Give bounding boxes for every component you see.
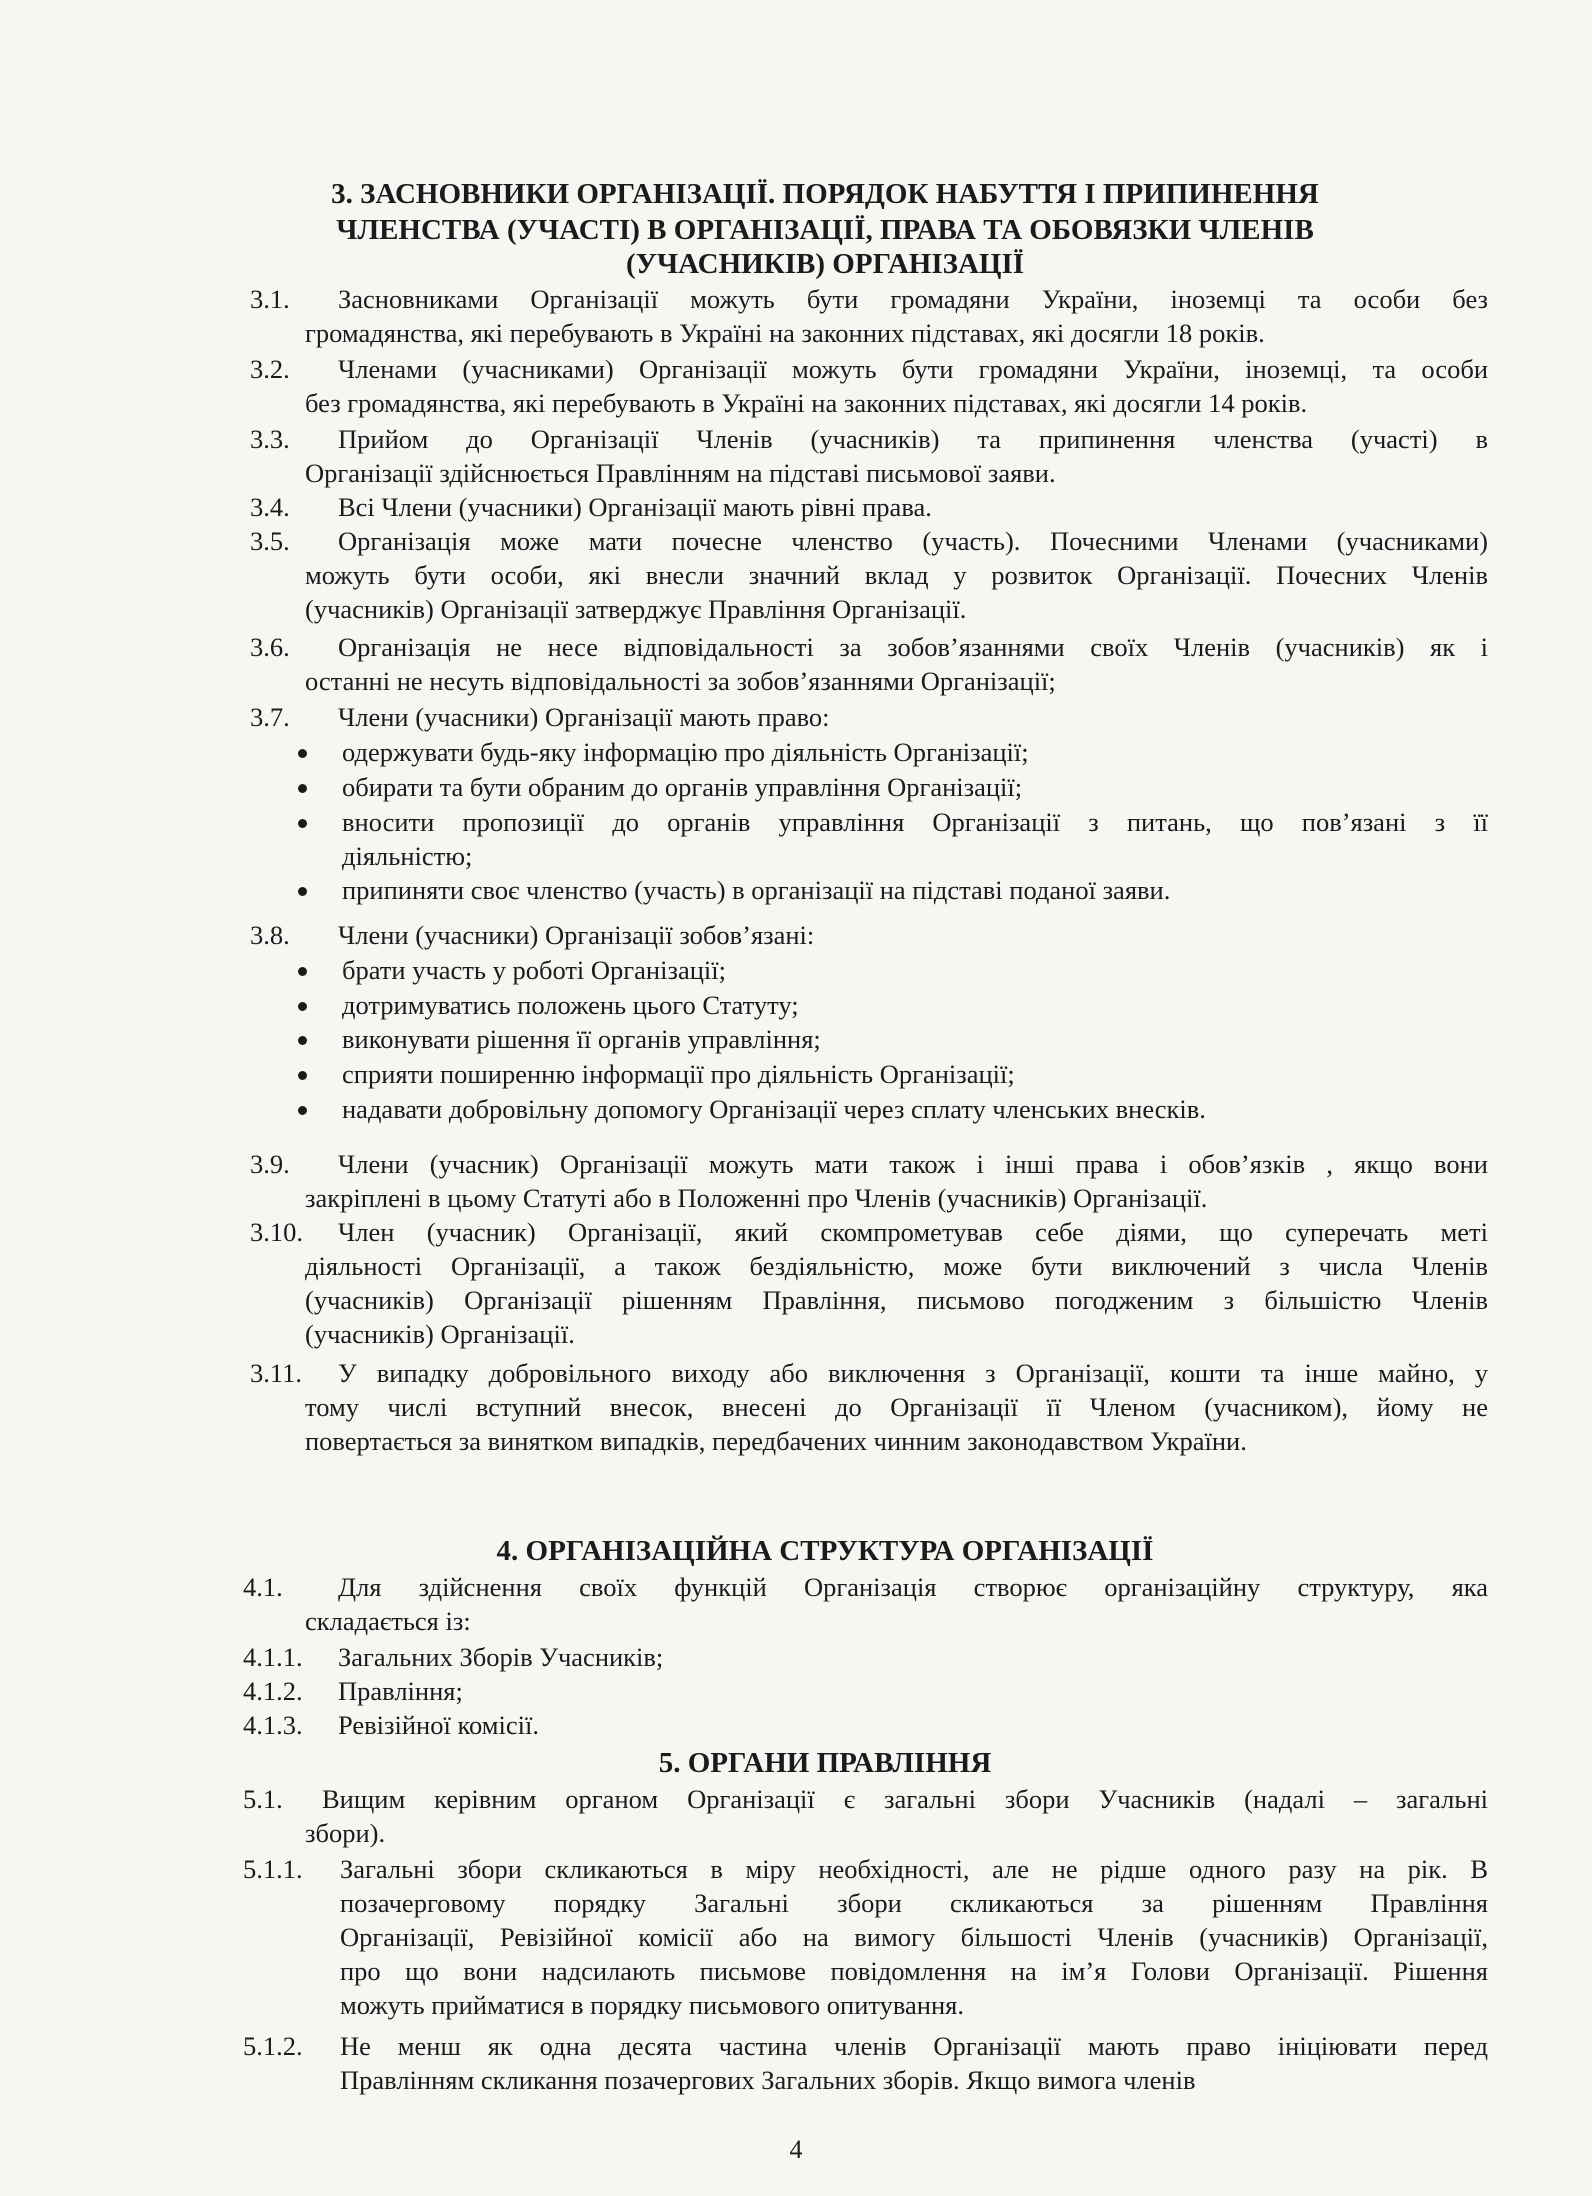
- clause-text-line: громадянства, які перебувають в Україні на законних підставах, які досягли 18 років.: [305, 318, 1265, 348]
- clause-number: 3.3.: [250, 424, 290, 454]
- clause-text-line: Організації здійснюється Правлінням на підставі письмової заяви.: [305, 458, 1056, 488]
- clause-number: 5.1.: [243, 1784, 283, 1814]
- bullet-text-line: надавати добровільну допомогу Організації через сплату членських внесків.: [342, 1094, 1206, 1124]
- clause-text-line: позачерговому порядку Загальні збори скликаються за рішенням Правління: [340, 1888, 1488, 1918]
- clause-text-line: повертається за винятком випадків, передбачених чинним законодавством України.: [305, 1426, 1247, 1456]
- section-heading: 4. ОРГАНІЗАЦІЙНА СТРУКТУРА ОРГАНІЗАЦІЇ: [496, 1535, 1154, 1567]
- clause-text-line: можуть бути особи, які внесли значний вклад у розвиток Організації. Почесних Членів: [305, 560, 1488, 590]
- section-heading: 3. ЗАСНОВНИКИ ОРГАНІЗАЦІЇ. ПОРЯДОК НАБУТТЯ І ПРИПИНЕННЯ: [331, 178, 1319, 210]
- clause-text-line: збори).: [305, 1818, 386, 1848]
- clause-number: 5.1.2.: [243, 2031, 303, 2061]
- section-heading: 5. ОРГАНИ ПРАВЛІННЯ: [658, 1747, 992, 1779]
- bullet-text-line: діяльністю;: [342, 841, 473, 871]
- clause-text-line: про що вони надсилають письмове повідомлення на ім’я Голови Організації. Рішення: [340, 1956, 1488, 1986]
- clause-text-line: можуть прийматися в порядку письмового опитування.: [340, 1990, 964, 2020]
- bullet-dot: [298, 819, 307, 828]
- clause-text-line: Засновниками Організації можуть бути громадяни України, іноземці та особи без: [338, 284, 1488, 314]
- bullet-text-line: обирати та бути обраним до органів управління Організації;: [342, 772, 1023, 802]
- clause-text-line: Всі Члени (учасники) Організації мають рівні права.: [338, 492, 932, 522]
- section-heading: (УЧАСНИКІВ) ОРГАНІЗАЦІЇ: [625, 248, 1025, 280]
- clause-text-line: (учасників) Організації.: [305, 1319, 575, 1349]
- bullet-text-line: сприяти поширенню інформації про діяльність Організації;: [342, 1059, 1015, 1089]
- clause-text-line: (учасників) Організації затверджує Правління Організації.: [305, 594, 967, 624]
- bullet-text-line: одержувати будь-яку інформацію про діяльність Організації;: [342, 737, 1029, 767]
- clause-text-line: закріплені в цьому Статуті або в Положенні про Членів (учасників) Організації.: [305, 1183, 1208, 1213]
- clause-text-line: (учасників) Організації рішенням Правління, письмово погодженим з більшістю Членів: [305, 1285, 1488, 1315]
- clause-number: 3.5.: [250, 526, 290, 556]
- clause-text-line: Членами (учасниками) Організації можуть бути громадяни України, іноземці, та особи: [338, 354, 1488, 384]
- clause-number: 3.7.: [250, 702, 290, 732]
- clause-number: 4.1.3.: [243, 1710, 303, 1740]
- clause-text-line: тому числі вступний внесок, внесені до Організації її Членом (учасником), йому не: [305, 1392, 1488, 1422]
- bullet-dot: [298, 1036, 307, 1045]
- clause-text-line: Члени (учасник) Організації можуть мати також і інші права і обов’язків , якщо вони: [338, 1149, 1488, 1179]
- clause-text-line: Загальних Зборів Учасників;: [338, 1642, 664, 1672]
- clause-text-line: Члени (учасники) Організації зобов’язані:: [338, 920, 815, 950]
- page-number: 4: [789, 2135, 803, 2164]
- clause-text-line: діяльності Організації, а також бездіяльністю, може бути виключений з числа Членів: [305, 1251, 1488, 1281]
- clause-number: 3.8.: [250, 920, 290, 950]
- clause-text-line: складається із:: [305, 1606, 471, 1636]
- clause-text-line: Для здійснення своїх функцій Організація створює організаційну структуру, яка: [338, 1572, 1488, 1602]
- bullet-text-line: припиняти своє членство (участь) в організації на підставі поданої заяви.: [342, 875, 1171, 905]
- bullet-dot: [298, 749, 307, 758]
- clause-number: 5.1.1.: [243, 1854, 303, 1884]
- clause-text-line: Організація може мати почесне членство (участь). Почесними Членами (учасниками): [338, 526, 1488, 556]
- bullet-text-line: вносити пропозиції до органів управління Організації з питань, що пов’язані з її: [342, 807, 1488, 837]
- clause-text-line: Не менш як одна десята частина членів Організації мають право ініціювати перед: [340, 2031, 1488, 2061]
- clause-text-line: Правління;: [338, 1676, 463, 1706]
- clause-text-line: Член (учасник) Організації, який скомпрометував себе діями, що суперечать меті: [338, 1217, 1488, 1247]
- clause-text-line: без громадянства, які перебувають в Україні на законних підставах, які досягли 14 років.: [305, 388, 1308, 418]
- clause-text-line: Члени (учасники) Організації мають право:: [338, 702, 830, 732]
- clause-text-line: Правлінням скликання позачергових Загальних зборів. Якщо вимога членів: [340, 2065, 1196, 2095]
- clause-number: 4.1.2.: [243, 1676, 303, 1706]
- bullet-dot: [298, 887, 307, 896]
- clause-number: 4.1.: [243, 1572, 283, 1602]
- clause-number: 3.2.: [250, 354, 290, 384]
- clause-number: 4.1.1.: [243, 1642, 303, 1672]
- bullet-text-line: брати участь у роботі Організації;: [342, 955, 726, 985]
- clause-text-line: Ревізійної комісії.: [338, 1710, 539, 1740]
- clause-number: 3.11.: [250, 1358, 303, 1388]
- bullet-dot: [298, 1002, 307, 1011]
- bullet-dot: [298, 784, 307, 793]
- bullet-dot: [298, 967, 307, 976]
- clause-text-line: Прийом до Організації Членів (учасників) та припинення членства (участі) в: [338, 424, 1488, 454]
- bullet-text-line: дотримуватись положень цього Статуту;: [342, 990, 799, 1020]
- clause-number: 3.4.: [250, 492, 290, 522]
- clause-text-line: останні не несуть відповідальності за зобов’язаннями Організації;: [305, 666, 1056, 696]
- clause-text-line: Організації, Ревізійної комісії або на вимогу більшості Членів (учасників) Організації,: [340, 1922, 1488, 1952]
- bullet-dot: [298, 1106, 307, 1115]
- clause-text-line: Вищим керівним органом Організації є загальні збори Учасників (надалі – загальні: [322, 1784, 1488, 1814]
- bullet-dot: [298, 1071, 307, 1080]
- clause-text-line: Організація не несе відповідальності за зобов’язаннями своїх Членів (учасників) як і: [338, 632, 1488, 662]
- clause-number: 3.9.: [250, 1149, 290, 1179]
- clause-number: 3.10.: [250, 1217, 303, 1247]
- clause-text-line: У випадку добровільного виходу або виключення з Організації, кошти та інше майно, у: [338, 1358, 1488, 1388]
- clause-number: 3.6.: [250, 632, 290, 662]
- clause-text-line: Загальні збори скликаються в міру необхідності, але не рідше одного разу на рік. В: [340, 1854, 1488, 1884]
- section-heading: ЧЛЕНСТВА (УЧАСТІ) В ОРГАНІЗАЦІЇ, ПРАВА ТА ОБОВЯЗКИ ЧЛЕНІВ: [336, 214, 1314, 246]
- clause-number: 3.1.: [250, 284, 290, 314]
- bullet-text-line: виконувати рішення її органів управління;: [342, 1024, 821, 1054]
